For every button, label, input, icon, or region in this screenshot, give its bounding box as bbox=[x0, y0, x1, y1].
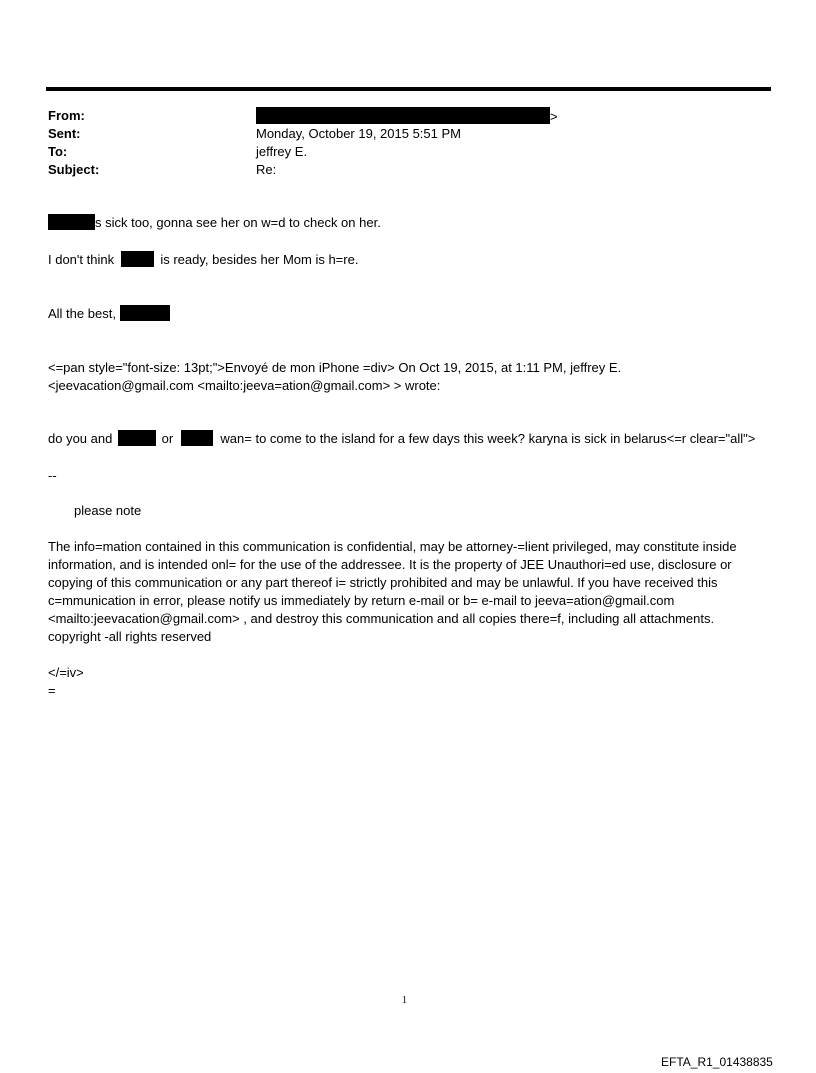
redaction-box bbox=[181, 430, 213, 446]
redaction-box bbox=[120, 305, 170, 321]
body-line-2-text-b: is ready, besides her Mom is h=re. bbox=[160, 252, 359, 267]
signature-dashes: -- bbox=[48, 468, 57, 483]
body-line-1-text: s sick too, gonna see her on w=d to check on her. bbox=[95, 215, 381, 230]
quote-line-1: <=pan style="font-size: 13pt;">Envoyé de mon iPhone =div> On Oct 19, 2015, at 1:11 PM, jeffrey E. bbox=[48, 360, 622, 375]
quoted-text-b: or bbox=[161, 431, 174, 446]
redaction-box bbox=[256, 107, 550, 124]
body-line-2-text-a: I don't think bbox=[48, 252, 115, 267]
body-line-1 bbox=[48, 214, 381, 232]
page-number: 1 bbox=[402, 995, 407, 1006]
quoted-message bbox=[48, 430, 755, 448]
disclaimer-paragraph: The info=mation contained in this communication is confidential, may be attorney-=lient privileged, may constitute inside information, and is intended onl= for the use of the addressee. It is the property of JEE Unauthori=ed use, disclosure or copying of this communication or any part thereof i= strictly prohibited and may be unlawful. If you have received this c=mmunication in error, please notify us immediately by return e-mail or b= e-mail to jeeva=ation@gmail.com <mailto:jeevacation@gmail.com> , and destroy this communication and all copies there=f, including all attachments. copyright -all rights reserved bbox=[48, 539, 737, 644]
closing-div-tag: </=iv> bbox=[48, 665, 84, 680]
quoted-text-a: do you and bbox=[48, 431, 113, 446]
from-label: From: bbox=[48, 108, 85, 123]
quoted-text-c: wan= to come to the island for a few days this week? karyna is sick in belarus<=r clear="all"> bbox=[220, 431, 756, 446]
sent-value: Monday, October 19, 2015 5:51 PM bbox=[256, 126, 461, 141]
redaction-box bbox=[48, 214, 95, 230]
please-note: please note bbox=[74, 503, 142, 518]
from-value-suffix: > bbox=[550, 109, 558, 124]
from-value bbox=[256, 107, 558, 126]
to-label: To: bbox=[48, 144, 68, 159]
redaction-box bbox=[121, 251, 154, 267]
subject-value: Re: bbox=[256, 162, 277, 177]
to-value: jeffrey E. bbox=[256, 144, 308, 159]
body-line-2 bbox=[48, 251, 358, 269]
signoff-text: All the best, bbox=[48, 306, 116, 321]
trailing-equals: = bbox=[48, 683, 56, 698]
sent-label: Sent: bbox=[48, 126, 81, 141]
subject-label: Subject: bbox=[48, 162, 100, 177]
quote-line-2: <jeevacation@gmail.com <mailto:jeeva=ation@gmail.com> > wrote: bbox=[48, 378, 441, 393]
redaction-box bbox=[118, 430, 156, 446]
signoff bbox=[48, 305, 170, 323]
header-rule bbox=[46, 87, 771, 91]
document-id: EFTA_R1_01438835 bbox=[661, 1055, 773, 1069]
